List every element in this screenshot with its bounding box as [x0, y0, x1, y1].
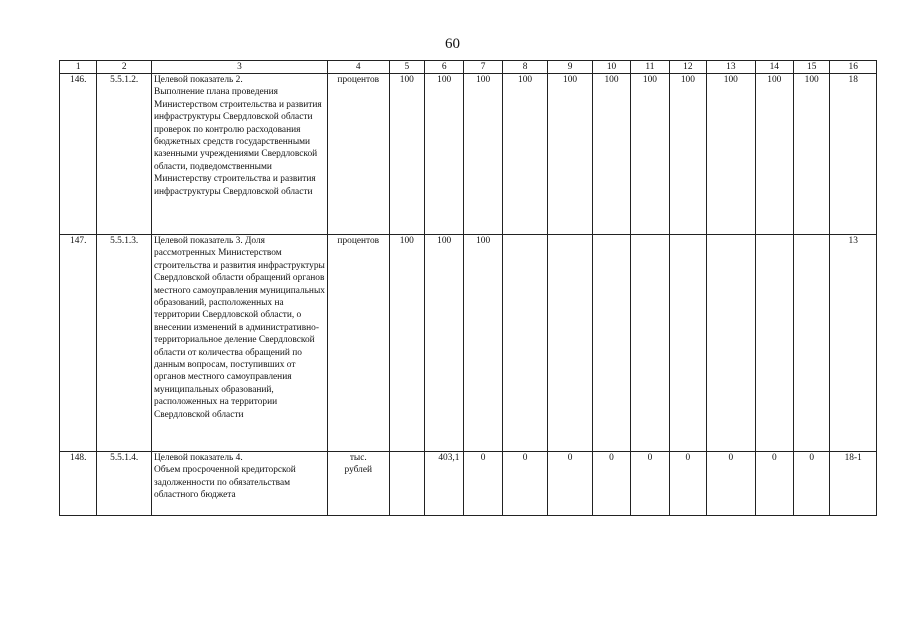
value-cell: 100: [592, 74, 630, 235]
value-cell: 100: [502, 74, 548, 235]
value-cell: 0: [794, 452, 830, 516]
header-cell: 9: [548, 61, 592, 74]
value-cell: [755, 235, 793, 452]
header-cell: 12: [669, 61, 706, 74]
value-cell: 100: [755, 74, 793, 235]
value-cell: 100: [464, 74, 502, 235]
header-cell: 16: [830, 61, 877, 74]
value-cell: 0: [592, 452, 630, 516]
value-cell: 0: [669, 452, 706, 516]
value-cell: 0: [755, 452, 793, 516]
value-cell: [707, 235, 756, 452]
header-cell: 11: [631, 61, 669, 74]
value-cell: [794, 235, 830, 452]
header-cell: 1: [60, 61, 97, 74]
header-cell: 15: [794, 61, 830, 74]
row-number: 148.: [60, 452, 97, 516]
value-cell: 100: [548, 74, 592, 235]
header-cell: 13: [707, 61, 756, 74]
row-unit: процентов: [327, 74, 389, 235]
value-cell: [631, 235, 669, 452]
header-cell: 7: [464, 61, 502, 74]
header-row: [60, 61, 877, 74]
row-description: Целевой показатель 4. Объем просроченной кредиторской задолженности по обязательствам областного бюджета: [152, 452, 328, 516]
value-cell: 100: [424, 235, 463, 452]
value-cell: 100: [794, 74, 830, 235]
row-code: 5.5.1.4.: [97, 452, 152, 516]
value-cell: [669, 235, 706, 452]
row-reference: 18: [830, 74, 877, 235]
row-description: Целевой показатель 2. Выполнение плана проведения Министерством строительства и развития инфраструктуры Свердловской области проверок по контролю расходования бюджетных средств государственными казенными учреждениями Свердловской области, подведомственными Министерству строительства и развития инфраструктуры Свердловской области: [152, 74, 328, 235]
header-cell: 10: [592, 61, 630, 74]
indicators-table: [59, 60, 877, 516]
value-cell: 100: [669, 74, 706, 235]
value-cell: 0: [631, 452, 669, 516]
value-cell: 100: [707, 74, 756, 235]
header-cell: 14: [755, 61, 793, 74]
value-cell: [502, 235, 548, 452]
value-cell: 0: [548, 452, 592, 516]
row-number: 147.: [60, 235, 97, 452]
row-unit: процентов: [327, 235, 389, 452]
value-cell: 0: [464, 452, 502, 516]
value-cell: 100: [631, 74, 669, 235]
row-reference: 13: [830, 235, 877, 452]
header-cell: 6: [424, 61, 463, 74]
header-cell: 4: [327, 61, 389, 74]
table-row: [60, 452, 877, 516]
value-cell: 100: [424, 74, 463, 235]
row-reference: 18-1: [830, 452, 877, 516]
value-cell: 403,1: [424, 452, 463, 516]
header-cell: 5: [389, 61, 424, 74]
row-number: 146.: [60, 74, 97, 235]
row-description: Целевой показатель 3. Доля рассмотренных Министерством строительства и развития инфраструктуры Свердловской области обращений органов местного самоуправления муниципальных образований, расположенных на территории Свердловской области, о внесении изменений в административно-территориальное деление Свердловской области от количества обращений по данным вопросам, поступивших от органов местного самоуправления муниципальных образований, расположенных на территории Свердловской области: [152, 235, 328, 452]
row-unit: тыс. рублей: [327, 452, 389, 516]
value-cell: 0: [707, 452, 756, 516]
page-number: 60: [445, 36, 460, 52]
value-cell: 100: [389, 74, 424, 235]
value-cell: [592, 235, 630, 452]
value-cell: 100: [464, 235, 502, 452]
row-code: 5.5.1.2.: [97, 74, 152, 235]
value-cell: [389, 452, 424, 516]
table-row: [60, 74, 877, 235]
value-cell: 100: [389, 235, 424, 452]
header-cell: 3: [152, 61, 328, 74]
table-row: [60, 235, 877, 452]
value-cell: 0: [502, 452, 548, 516]
header-cell: 8: [502, 61, 548, 74]
value-cell: [548, 235, 592, 452]
header-cell: 2: [97, 61, 152, 74]
row-code: 5.5.1.3.: [97, 235, 152, 452]
